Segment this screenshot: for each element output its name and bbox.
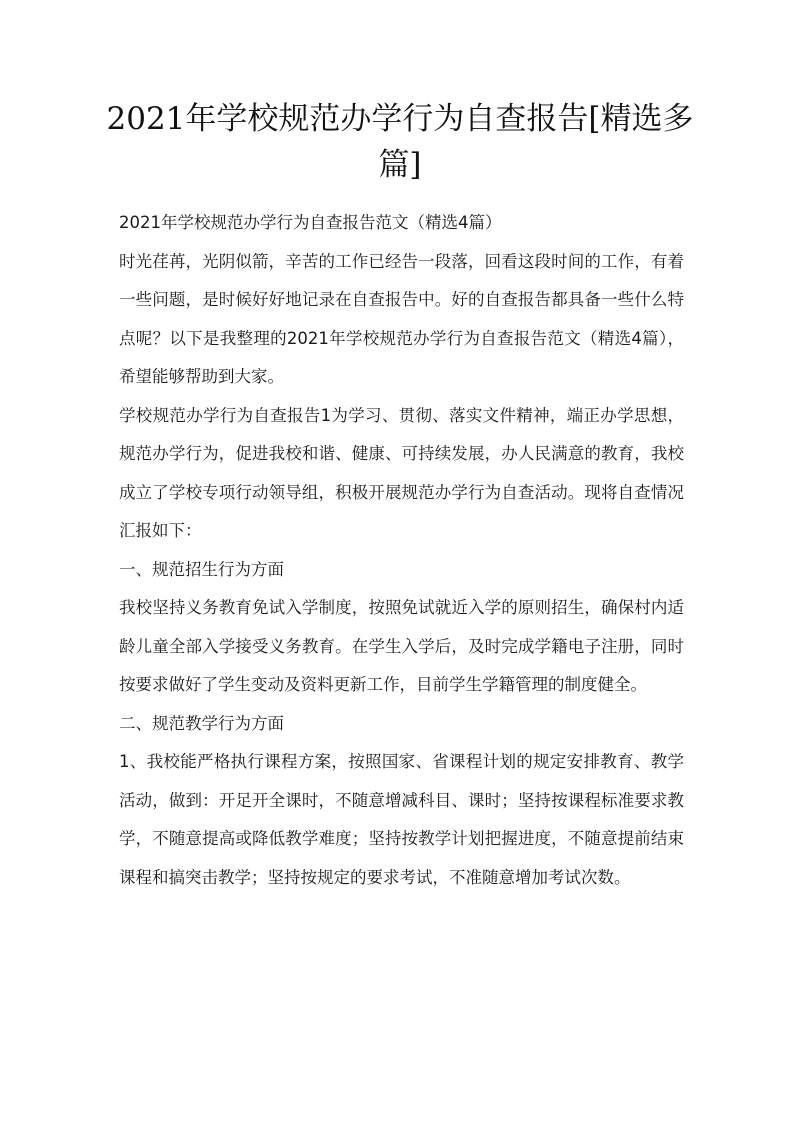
document-body xyxy=(119,204,684,897)
intro-paragraph: 时光荏苒，光阴似箭，辛苦的工作已经告一段落，回看这段时间的工作，有着一些问题，是时候好好地记录在自查报告中。好的自查报告都具备一些什么特点呢？以下是我整理的2021年学校规范办学行为自查报告范文（精选4篇），希望能够帮助到大家。 xyxy=(119,251,684,386)
document-title: 2021年学校规范办学行为自查报告[精选多篇] xyxy=(106,101,694,183)
section-heading-enrollment: 一、规范招生行为方面 xyxy=(119,559,284,579)
teaching-paragraph: 1、我校能严格执行课程方案，按照国家、省课程计划的规定安排教育、教学活动，做到：开足开全课时，不随意增减科目、课时；坚持按课程标准要求教学，不随意提高或降低教学难度；坚持按教学计划把握进度，不随意提前结束课程和搞突击教学；坚持按规定的要求考试，不准随意增加考试次数。 xyxy=(119,752,684,887)
report-1-opening-paragraph: 学校规范办学行为自查报告1为学习、贯彻、落实文件精神，端正办学思想，规范办学行为，促进我校和谐、健康、可持续发展，办人民满意的教育，我校成立了学校专项行动领导组，积极开展规范办学行为自查活动。现将自查情况汇报如下： xyxy=(119,405,684,540)
section-heading-teaching: 二、规范教学行为方面 xyxy=(119,713,284,733)
enrollment-paragraph: 我校坚持义务教育免试入学制度，按照免试就近入学的原则招生，确保村内适龄儿童全部入学接受义务教育。在学生入学后，及时完成学籍电子注册，同时按要求做好了学生变动及资料更新工作，目前学生学籍管理的制度健全。 xyxy=(119,598,684,694)
subtitle-paragraph: 2021年学校规范办学行为自查报告范文（精选4篇） xyxy=(119,213,502,232)
